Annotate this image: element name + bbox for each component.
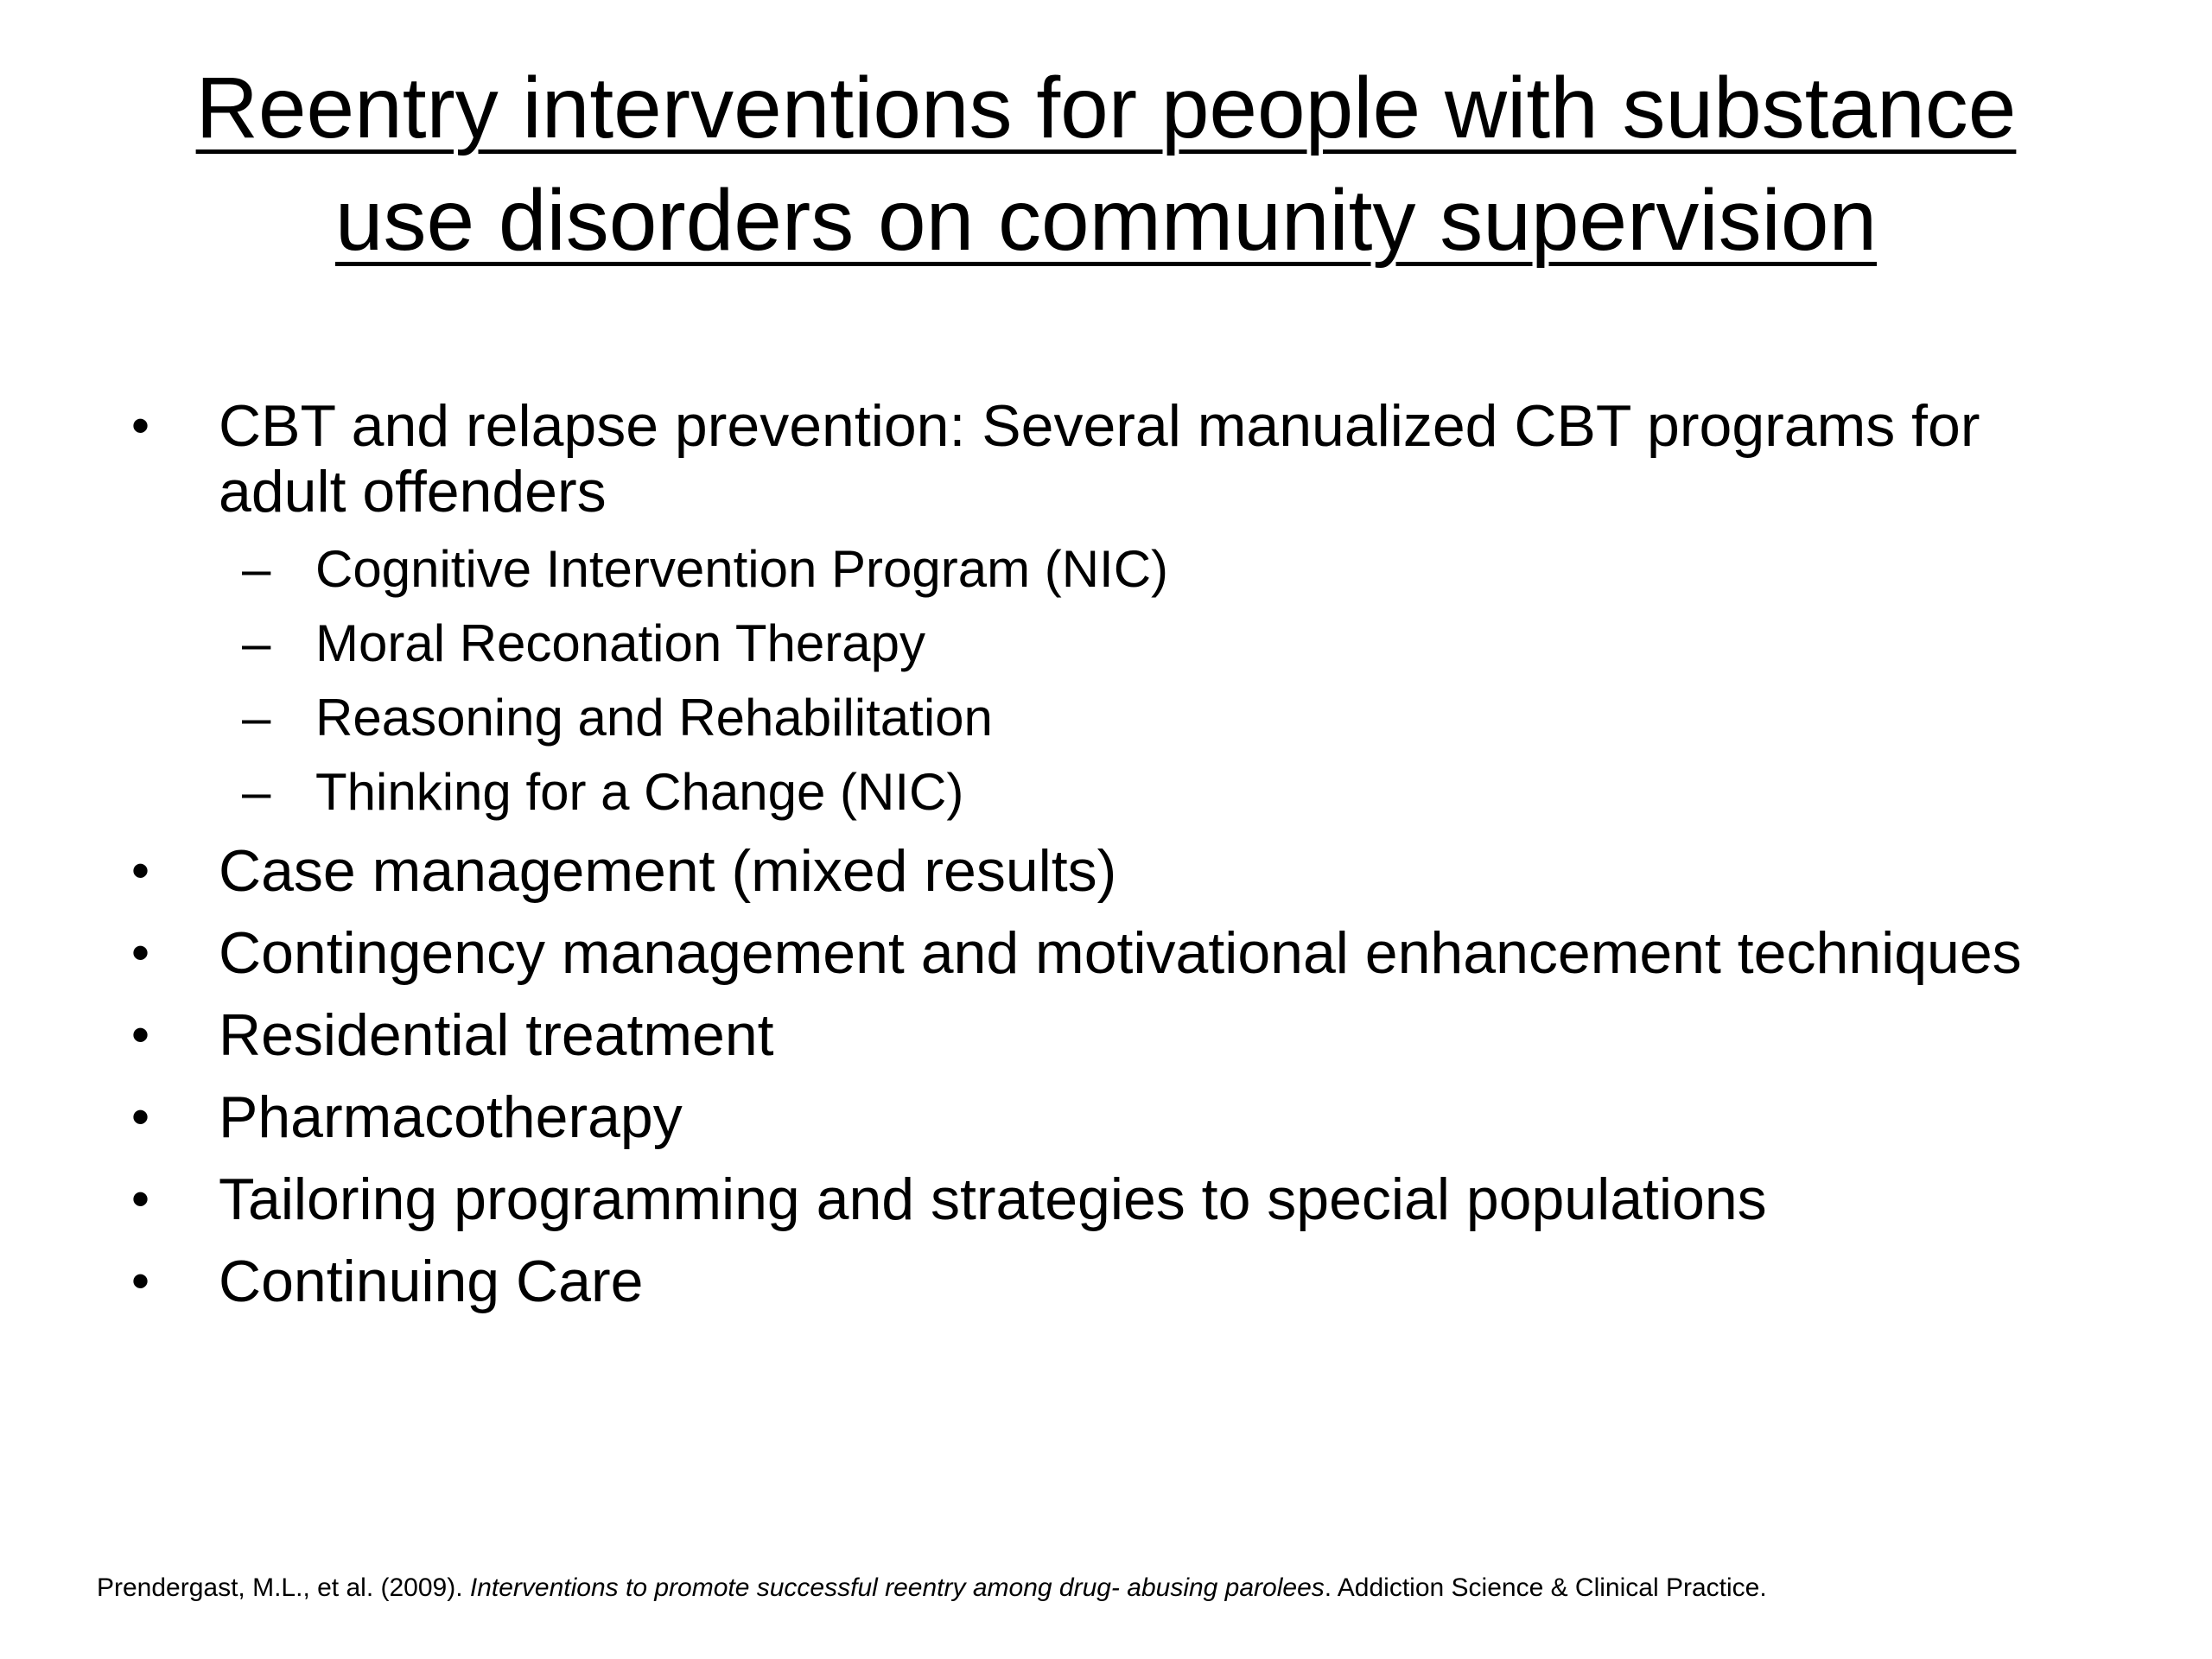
list-item-text: Continuing Care <box>219 1249 644 1314</box>
list-item <box>121 1249 2108 1314</box>
list-item-text: Case management (mixed results) <box>219 838 1117 904</box>
citation-authors: Prendergast, M.L., et al. (2009). <box>97 1573 463 1602</box>
dash-marker: – <box>242 614 271 672</box>
bullet-marker: • <box>131 924 150 982</box>
citation-title: Interventions to promote successful reentry among drug- abusing parolees <box>469 1573 1325 1602</box>
bullet-marker: • <box>131 1088 150 1146</box>
list-item <box>121 1084 2108 1150</box>
list-item <box>121 393 2108 524</box>
sub-list-item <box>121 540 2108 599</box>
sub-list-item-text: Reasoning and Rehabilitation <box>315 689 993 747</box>
dash-marker: – <box>242 689 271 747</box>
bullet-marker: • <box>131 842 150 899</box>
sub-list-item-text: Cognitive Intervention Program (NIC) <box>315 540 1169 598</box>
dash-marker: – <box>242 540 271 598</box>
dash-marker: – <box>242 763 271 821</box>
slide-title-text: Reentry interventions for people with substance use disorders on community supervision <box>195 60 2017 269</box>
list-item <box>121 920 2108 986</box>
sub-list-item-text: Thinking for a Change (NIC) <box>315 763 964 821</box>
list-item <box>121 838 2108 904</box>
list-item <box>121 1002 2108 1068</box>
citation-source: . Addiction Science & Clinical Practice. <box>1324 1573 1767 1602</box>
sub-list-item <box>121 614 2108 673</box>
bullet-list <box>121 393 2108 1314</box>
list-item-text: Residential treatment <box>219 1002 774 1068</box>
bullet-marker: • <box>131 1006 150 1064</box>
sub-list-item <box>121 689 2108 747</box>
list-item-text: CBT and relapse prevention: Several manualized CBT programs for adult offenders <box>219 393 1980 524</box>
sub-list-item-text: Moral Reconation Therapy <box>315 614 925 672</box>
bullet-marker: • <box>131 1252 150 1310</box>
citation <box>97 1571 1767 1605</box>
list-item-text: Pharmacotherapy <box>219 1084 683 1150</box>
sub-list-item <box>121 763 2108 822</box>
list-item-text: Contingency management and motivational enhancement techniques <box>219 920 2022 986</box>
slide-title <box>121 52 2091 276</box>
bullet-marker: • <box>131 397 150 454</box>
list-item <box>121 1166 2108 1232</box>
list-item-text: Tailoring programming and strategies to special populations <box>219 1166 1767 1232</box>
bullet-marker: • <box>131 1170 150 1228</box>
